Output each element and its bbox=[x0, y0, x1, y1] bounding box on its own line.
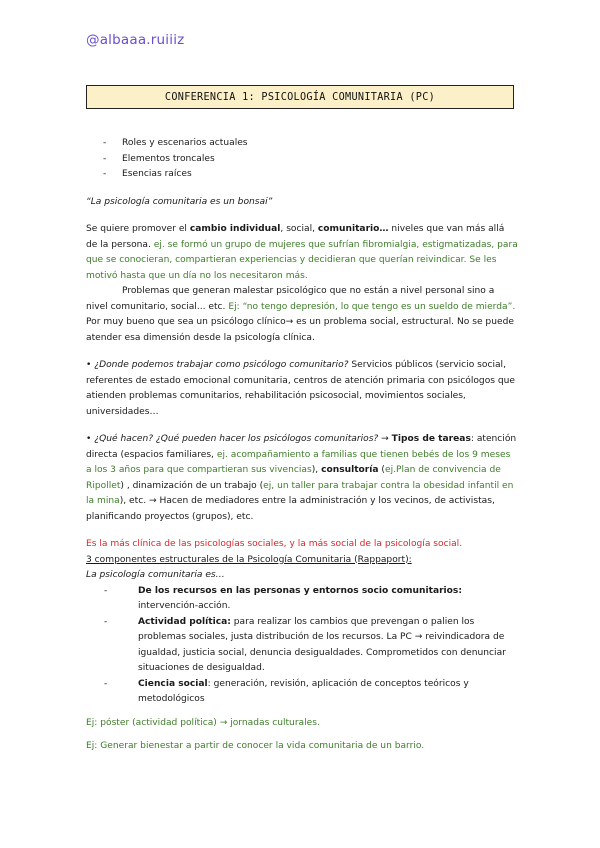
title-box bbox=[86, 85, 514, 109]
components-heading: 3 componentes estructurales de la Psicología Comunitaria (Rappaport): bbox=[86, 554, 412, 565]
intro-list bbox=[86, 136, 518, 183]
quote: “La psicología comunitaria es un bonsai” bbox=[86, 196, 273, 207]
list-item: - Elementos troncales bbox=[86, 152, 518, 168]
paragraph-problems: Problemas que generan malestar psicológico que no están a nivel personal sino a nivel comunitario, social... etc. Ej: “no tengo depresión, lo que tengo es un sueldo de mierda”. Por muy bueno que sea un psicólogo clínico→ es un problema social, estructural. No se puede atender esa dimensión desde la psicología clínica. bbox=[86, 286, 516, 343]
components-list bbox=[86, 584, 518, 708]
page-title: CONFERENCIA 1: PSICOLOGÍA COMUNITARIA (PC) bbox=[164, 91, 436, 103]
paragraph-where: • ¿Donde podemos trabajar como psicólogo comunitario? Servicios públicos (servicio social, referentes de estado emocional comunitaria, centros de atención primaria con psicólogos que atienden problemas comunitarios, rehabilitación psicosocial, movimientos sociales, universidades… bbox=[86, 360, 516, 417]
example-text: ej. se formó un grupo de mujeres que sufrían fibromialgia, estigmatizadas, para que se conocieran, compartieran experiencias y decidieran que querían reivindicar. Se les motivó hasta que un día no los necesitaron más. bbox=[86, 239, 518, 281]
document-body bbox=[86, 136, 518, 755]
bullet: • bbox=[86, 360, 92, 370]
paragraph-tasks: • ¿Qué hacen? ¿Qué pueden hacer los psicólogos comunitarios? → Tipos de tareas: atención directa (espacios familiares, ej. acompañamiento a familias que tienen bebés de los 9 meses a los 3 años para que compartieran sus vivencias), consultoría (ej.Plan de convivencia de Ripollet) , dinamización de un trabajo (ej, un taller para trabajar contra la obesidad infantil en la mina), etc. → Hacen de mediadores entre la administración y los vecinos, de activistas, planificando proyectos (grupos), etc. bbox=[86, 434, 517, 522]
author-handle: @albaaa.ruiiiz bbox=[86, 32, 185, 48]
list-item: - Esencias raíces bbox=[86, 167, 518, 183]
list-item: - Actividad política: para realizar los cambios que prevengan o palien los problemas sociales, justa distribución de los recursos. La PC → reivindicadora de igualdad, justicia social, denuncia desigualdades. Comprometidos con denunciar situaciones de desigualdad. bbox=[86, 615, 518, 677]
example-wellbeing: Ej: Generar bienestar a partir de conocer la vida comunitaria de un barrio. bbox=[86, 741, 425, 751]
highlight-statement: Es la más clínica de las psicologías sociales, y la más social de la psicología social. bbox=[86, 539, 463, 549]
example-text: Ej: “no tengo depresión, lo que tengo es un sueldo de mierda”. bbox=[228, 301, 516, 312]
list-item: - Roles y escenarios actuales bbox=[86, 136, 518, 152]
components-intro: La psicología comunitaria es… bbox=[86, 570, 225, 580]
example-poster: Ej: póster (actividad política) → jornadas culturales. bbox=[86, 717, 320, 728]
list-item: - Ciencia social: generación, revisión, aplicación de conceptos teóricos y metodológicos bbox=[86, 677, 518, 708]
paragraph-change: Se quiere promover el cambio individual, social, comunitario… niveles que van más allá de la persona. ej. se formó un grupo de mujeres que sufrían fibromialgia, estigmatizadas, para que se conocieran, compartieran experiencias y decidieran que querían reivindicar. Se les motivó hasta que un día no los necesitaron más. bbox=[86, 224, 518, 281]
list-item: - De los recursos en las personas y entornos socio comunitarios: intervención-acción. bbox=[86, 584, 518, 615]
bullet: • bbox=[86, 434, 92, 444]
